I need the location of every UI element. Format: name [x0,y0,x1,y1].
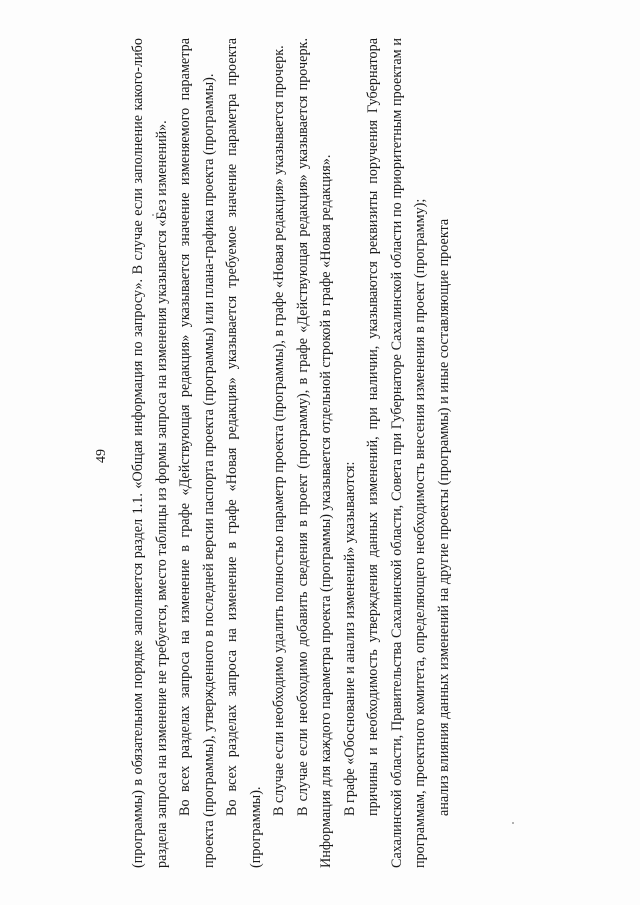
paragraph: (программы) в обязательном порядке заполняется раздел 1.1. «Общая информация по запросу». В случае если заполнение какого-либо раздела запроса на изменение не требуется, вместо таблицы из формы запроса на изменения указывается «Без изменений». [130,38,170,868]
document-body [127,38,456,868]
page-number: 49 [94,449,109,463]
paragraph: анализ влияния данных изменений на другие проекты (программы) и иные составляющие проекта [435,218,452,816]
scan-speck [152,214,154,216]
paragraph: Во всех разделах запроса на изменение в графе «Действующая редакция» указывается значение изменяемого параметра проекта (программы), утвержденного в последней версии паспорта проекта (программы) или плана-графика проекта (программы). [177,38,217,868]
rotated-text-block [90,38,560,868]
paragraph: В случае если необходимо добавить сведения в проект (программу), в графе «Действующая редакция» указывается прочерк. Информация для каждого параметра проекта (программы) указывается отдельной строкой в графе «Новая редакция». [294,38,334,868]
paragraph: В графе «Обоснование и анализ изменений» указываются: [341,461,358,816]
scan-speck [512,822,514,824]
paragraph: В случае если необходимо удалить полностью параметр проекта (программы), в графе «Новая редакция» указывается прочерк. [271,45,287,816]
paragraph: Во всех разделах запроса на изменение в графе «Новая редакция» указывается требуемое значение параметра проекта (программы). [224,38,264,868]
paragraph: причины и необходимость утверждения данных изменений, при наличии, указываются реквизиты поручения Губернатора Сахалинской области, Правительства Сахалинской области, Совета при Губернаторе Сахалинской области по приоритетным проектам и программам, проектного комитета, определяющего необходимость внесения изменения в проект (программу); [365,38,428,868]
